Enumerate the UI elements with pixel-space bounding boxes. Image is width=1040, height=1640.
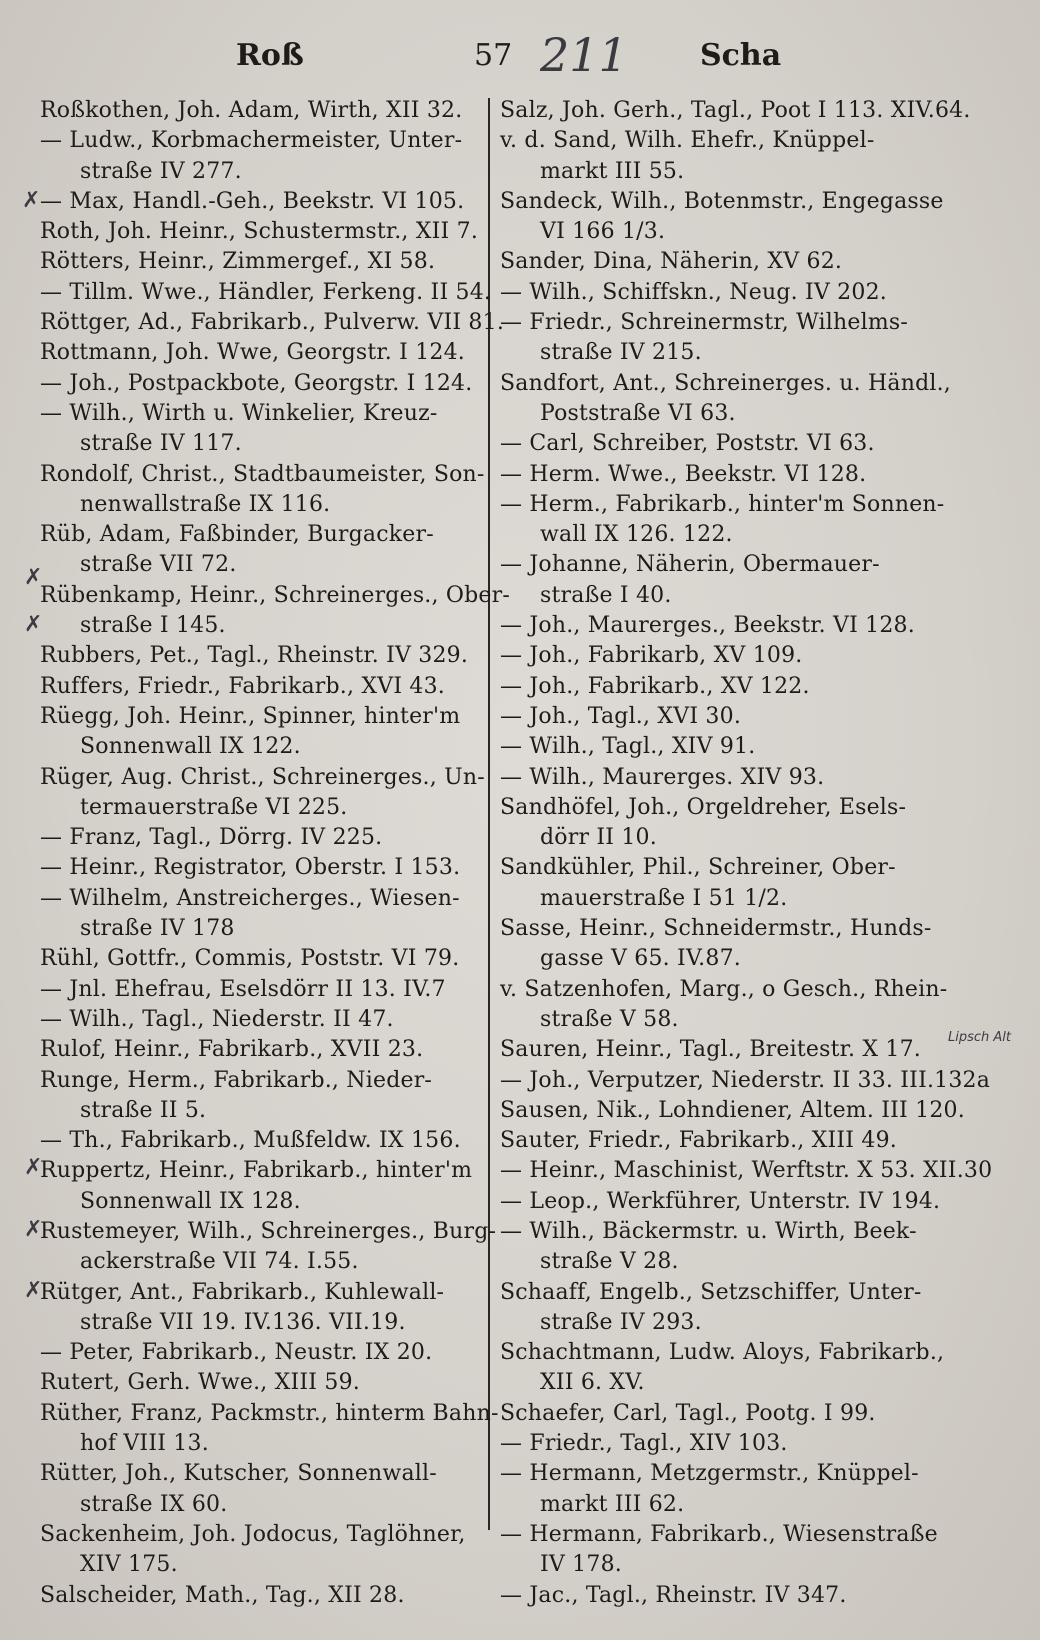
entry-line: — Herm. Wwe., Beekstr. VI 128. — [500, 461, 867, 487]
directory-entry — [40, 1005, 495, 1035]
entry-line: — Friedr., Schreinermstr, Wilhelms- — [500, 310, 909, 336]
cross-mark-icon: ✗ — [24, 565, 43, 590]
directory-entry — [500, 1035, 955, 1065]
entry-line: v. Satzenhofen, Marg., o Gesch., Rhein- — [500, 976, 948, 1002]
entry-line: — Franz, Tagl., Dörrg. IV 225. — [40, 825, 383, 851]
left-column — [40, 96, 510, 1611]
entry-line: — Wilh., Tagl., XIV 91. — [500, 734, 756, 760]
directory-entry — [500, 96, 971, 126]
entry-continuation-line: termauerstraße VI 225. — [80, 794, 348, 820]
entry-continuation-line: XII 6. XV. — [540, 1370, 645, 1396]
entry-line: — Th., Fabrikarb., Mußfeldw. IX 156. — [40, 1128, 461, 1154]
entry-line: Rütter, Joh., Kutscher, Sonnenwall- — [40, 1461, 437, 1487]
directory-entry — [40, 96, 495, 126]
directory-entry — [40, 278, 495, 308]
directory-entry — [500, 914, 955, 975]
entry-line: Sandfort, Ant., Schreinerges. u. Händl., — [500, 370, 951, 396]
entry-line: Sauren, Heinr., Tagl., Breitestr. X 17. — [500, 1037, 921, 1063]
entry-continuation-line: straße VII 72. — [80, 552, 237, 578]
entry-line: v. d. Sand, Wilh. Ehefr., Knüppel- — [500, 128, 875, 154]
directory-entry — [500, 1520, 955, 1581]
directory-entry — [40, 1156, 495, 1217]
entry-line: — Hermann, Fabrikarb., Wiesenstraße — [500, 1521, 938, 1547]
entry-line: Runge, Herm., Fabrikarb., Nieder- — [40, 1067, 433, 1093]
directory-entry — [40, 1217, 495, 1278]
entry-line: Sausen, Nik., Lohndiener, Altem. III 120. — [500, 1097, 965, 1123]
entry-line: — Jac., Tagl., Rheinstr. IV 347. — [500, 1582, 847, 1608]
entry-continuation-line: straße IV 117. — [80, 431, 242, 457]
cross-mark-icon: ✗ — [22, 188, 41, 213]
entry-line: Salz, Joh. Gerh., Tagl., Poot I 113. XIV.64. — [500, 98, 971, 123]
directory-entry — [500, 672, 955, 702]
directory-entry — [500, 369, 955, 430]
entry-line: Rütger, Ant., Fabrikarb., Kuhlewall- — [40, 1279, 445, 1305]
entry-line: — Max, Handl.-Geh., Beekstr. VI 105. — [40, 188, 465, 214]
directory-entry — [500, 975, 955, 1036]
entry-line: — Wilh., Schiffskn., Neug. IV 202. — [500, 279, 887, 305]
directory-entry — [40, 823, 495, 853]
entry-line: — Wilh., Wirth u. Winkelier, Kreuz- — [40, 400, 438, 426]
directory-entry — [500, 611, 955, 641]
directory-entry — [40, 672, 495, 702]
entry-continuation-line: Sonnenwall IX 128. — [80, 1188, 301, 1214]
directory-entry — [500, 308, 955, 369]
entry-line: — Joh., Postpackbote, Georgstr. I 124. — [40, 370, 473, 396]
entry-continuation-line: straße VII 19. IV.136. VII.19. — [80, 1309, 406, 1335]
entry-continuation-line: hof VIII 13. — [80, 1431, 209, 1457]
cross-mark-icon: ✗ — [24, 1155, 43, 1180]
entry-line: Schaefer, Carl, Tagl., Pootg. I 99. — [500, 1400, 876, 1426]
entry-line: Röttger, Ad., Fabrikarb., Pulverw. VII 81. — [40, 310, 505, 336]
directory-entry — [500, 460, 955, 490]
entry-line: — Joh., Tagl., XVI 30. — [500, 703, 742, 729]
header-left-word: Roß — [236, 38, 304, 73]
directory-entry — [500, 1581, 955, 1611]
entry-continuation-line: straße II 5. — [80, 1097, 207, 1123]
directory-entry — [500, 853, 955, 914]
directory-entry — [40, 1581, 495, 1611]
cross-mark-icon: ✗ — [24, 612, 43, 637]
directory-entry — [40, 460, 495, 521]
directory-entry — [500, 278, 955, 308]
entry-continuation-line: straße IV 293. — [540, 1309, 702, 1335]
directory-entry — [500, 1126, 955, 1156]
entry-continuation-line: wall IX 126. 122. — [540, 522, 733, 548]
entry-line: Roth, Joh. Heinr., Schustermstr., XII 7. — [40, 219, 479, 245]
entry-line: Ruffers, Friedr., Fabrikarb., XVI 43. — [40, 673, 446, 699]
directory-entry — [40, 641, 495, 671]
entry-line: — Heinr., Registrator, Oberstr. I 153. — [40, 855, 461, 881]
entry-line: — Carl, Schreiber, Poststr. VI 63. — [500, 431, 875, 457]
entry-continuation-line: VI 166 1/3. — [540, 219, 666, 245]
entry-line: Rüger, Aug. Christ., Schreinerges., Un- — [40, 764, 485, 790]
entry-line: — Johanne, Näherin, Obermauer- — [500, 552, 880, 578]
entry-line: — Joh., Maurerges., Beekstr. VI 128. — [500, 613, 915, 639]
entry-continuation-line: markt III 62. — [540, 1491, 685, 1517]
directory-entry — [500, 550, 955, 611]
directory-entry — [500, 1096, 965, 1126]
entry-line: Roßkothen, Joh. Adam, Wirth, XII 32. — [40, 98, 463, 123]
directory-entry — [40, 1278, 495, 1339]
directory-entry — [40, 126, 495, 187]
entry-line: Ruppertz, Heinr., Fabrikarb., hinter'm — [40, 1158, 473, 1184]
entry-continuation-line: straße IX 60. — [80, 1491, 228, 1517]
directory-entry — [500, 429, 955, 459]
directory-entry — [40, 520, 495, 581]
entry-line: — Jnl. Ehefrau, Eselsdörr II 13. IV.7 — [40, 976, 446, 1002]
entry-continuation-line: mauerstraße I 51 1/2. — [540, 885, 788, 911]
directory-entry — [500, 732, 955, 762]
entry-continuation-line: IV 178. — [540, 1552, 622, 1578]
entry-line: Salscheider, Math., Tag., XII 28. — [40, 1582, 405, 1608]
entry-line: Rondolf, Christ., Stadtbaumeister, Son- — [40, 461, 485, 487]
directory-entry — [40, 217, 495, 247]
margin-note: Lipsch Alt — [948, 1030, 1012, 1045]
entry-line: — Wilh., Maurerges. XIV 93. — [500, 764, 825, 790]
entry-line: Rühl, Gottfr., Commis, Poststr. VI 79. — [40, 946, 460, 972]
directory-entry — [40, 247, 495, 277]
entry-continuation-line: markt III 55. — [540, 158, 685, 184]
entry-line: Sackenheim, Joh. Jodocus, Taglöhner, — [40, 1521, 466, 1547]
directory-entry — [40, 308, 505, 338]
directory-entry — [40, 975, 495, 1005]
directory-entry — [40, 944, 495, 974]
directory-entry — [500, 763, 955, 793]
entry-continuation-line: straße I 145. — [80, 613, 226, 639]
entry-line: Sander, Dina, Näherin, XV 62. — [500, 249, 843, 275]
entry-continuation-line: nenwallstraße IX 116. — [80, 491, 331, 517]
entry-line: Rötters, Heinr., Zimmergef., XI 58. — [40, 249, 436, 275]
header-right-word: Scha — [700, 38, 782, 73]
directory-entry — [500, 1187, 955, 1217]
entry-line: Schaaff, Engelb., Setzschiffer, Unter- — [500, 1279, 922, 1305]
entry-continuation-line: straße IV 178 — [80, 916, 235, 942]
cross-mark-icon: ✗ — [24, 1217, 43, 1242]
entry-continuation-line: straße IV 277. — [80, 158, 242, 184]
directory-entry — [500, 1066, 991, 1096]
directory-entry — [500, 1156, 993, 1186]
entry-continuation-line: gasse V 65. IV.87. — [540, 946, 741, 972]
directory-entry — [40, 884, 495, 945]
directory-entry — [40, 399, 495, 460]
directory-entry — [500, 490, 955, 551]
entry-line: Rubbers, Pet., Tagl., Rheinstr. IV 329. — [40, 643, 469, 669]
entry-line: Rübenkamp, Heinr., Schreinerges., Ober- — [40, 582, 510, 608]
handwritten-page-number: 211 — [540, 28, 628, 82]
directory-entry — [500, 1278, 955, 1339]
directory-entry — [40, 702, 495, 763]
directory-entry — [40, 338, 495, 368]
entry-line: Sandhöfel, Joh., Orgeldreher, Esels- — [500, 794, 907, 820]
directory-entry — [40, 1066, 495, 1127]
directory-entry — [40, 763, 495, 824]
entry-line: Rüb, Adam, Faßbinder, Burgacker- — [40, 522, 434, 548]
entry-line: Schachtmann, Ludw. Aloys, Fabrikarb., — [500, 1340, 945, 1366]
entry-continuation-line: XIV 175. — [80, 1552, 178, 1578]
directory-entry — [40, 369, 495, 399]
directory-entry — [40, 187, 495, 217]
directory-entry — [40, 1459, 495, 1520]
entry-line: Sauter, Friedr., Fabrikarb., XIII 49. — [500, 1128, 897, 1154]
entry-line: — Tillm. Wwe., Händler, Ferkeng. II 54. — [40, 279, 492, 305]
entry-line: — Heinr., Maschinist, Werftstr. X 53. XII.30 — [500, 1158, 993, 1184]
entry-line: Sandeck, Wilh., Botenmstr., Engegasse — [500, 188, 944, 214]
entry-line: — Wilh., Bäckermstr. u. Wirth, Beek- — [500, 1218, 917, 1244]
entry-line: — Peter, Fabrikarb., Neustr. IX 20. — [40, 1340, 433, 1366]
directory-entry — [500, 702, 955, 732]
directory-entry — [40, 581, 510, 642]
directory-entry — [40, 853, 495, 883]
directory-entry — [500, 1459, 955, 1520]
entry-line: Sandkühler, Phil., Schreiner, Ober- — [500, 855, 896, 881]
entry-line: — Joh., Verputzer, Niederstr. II 33. III.132a — [500, 1067, 991, 1093]
entry-line: Rüther, Franz, Packmstr., hinterm Bahn- — [40, 1400, 499, 1426]
directory-entry — [500, 247, 955, 277]
directory-entry — [500, 1217, 955, 1278]
entry-line: Rulof, Heinr., Fabrikarb., XVII 23. — [40, 1037, 424, 1063]
directory-entry — [500, 1429, 955, 1459]
entry-line: Sasse, Heinr., Schneidermstr., Hunds- — [500, 916, 932, 942]
entry-continuation-line: Sonnenwall IX 122. — [80, 734, 301, 760]
entry-continuation-line: dörr II 10. — [540, 825, 657, 851]
directory-entry — [40, 1035, 495, 1065]
directory-entry — [500, 793, 955, 854]
entry-line: — Wilhelm, Anstreicherges., Wiesen- — [40, 885, 460, 911]
entry-line: — Herm., Fabrikarb., hinter'm Sonnen- — [500, 491, 945, 517]
entry-line: Rutert, Gerh. Wwe., XIII 59. — [40, 1370, 360, 1396]
directory-entry — [500, 641, 955, 671]
directory-entry — [40, 1368, 495, 1398]
entry-line: Rustemeyer, Wilh., Schreinerges., Burg- — [40, 1218, 497, 1244]
directory-entry — [500, 1399, 955, 1429]
directory-entry — [40, 1520, 495, 1581]
directory-entry — [500, 126, 955, 187]
entry-continuation-line: Poststraße VI 63. — [540, 400, 736, 426]
entry-line: — Friedr., Tagl., XIV 103. — [500, 1431, 788, 1457]
directory-entry — [500, 1338, 955, 1399]
entry-continuation-line: straße V 28. — [540, 1249, 679, 1275]
entry-line: — Wilh., Tagl., Niederstr. II 47. — [40, 1006, 394, 1032]
page-number: 57 — [474, 38, 513, 73]
entry-line: — Hermann, Metzgermstr., Knüppel- — [500, 1461, 919, 1487]
entry-line: Rottmann, Joh. Wwe, Georgstr. I 124. — [40, 340, 465, 366]
entry-continuation-line: straße IV 215. — [540, 340, 702, 366]
entry-continuation-line: straße V 58. — [540, 1006, 679, 1032]
entry-line: — Joh., Fabrikarb, XV 109. — [500, 643, 803, 669]
directory-entry — [500, 187, 955, 248]
entry-continuation-line: ackerstraße VII 74. I.55. — [80, 1249, 359, 1275]
entry-continuation-line: straße I 40. — [540, 582, 672, 608]
entry-line: — Joh., Fabrikarb., XV 122. — [500, 673, 810, 699]
page-header — [0, 28, 1040, 84]
directory-entry — [40, 1399, 499, 1460]
cross-mark-icon: ✗ — [24, 1278, 43, 1303]
entry-line: — Ludw., Korbmachermeister, Unter- — [40, 128, 463, 154]
entry-line: — Leop., Werkführer, Unterstr. IV 194. — [500, 1188, 941, 1214]
directory-entry — [40, 1338, 495, 1368]
directory-entry — [40, 1126, 495, 1156]
entry-line: Rüegg, Joh. Heinr., Spinner, hinter'm — [40, 703, 461, 729]
